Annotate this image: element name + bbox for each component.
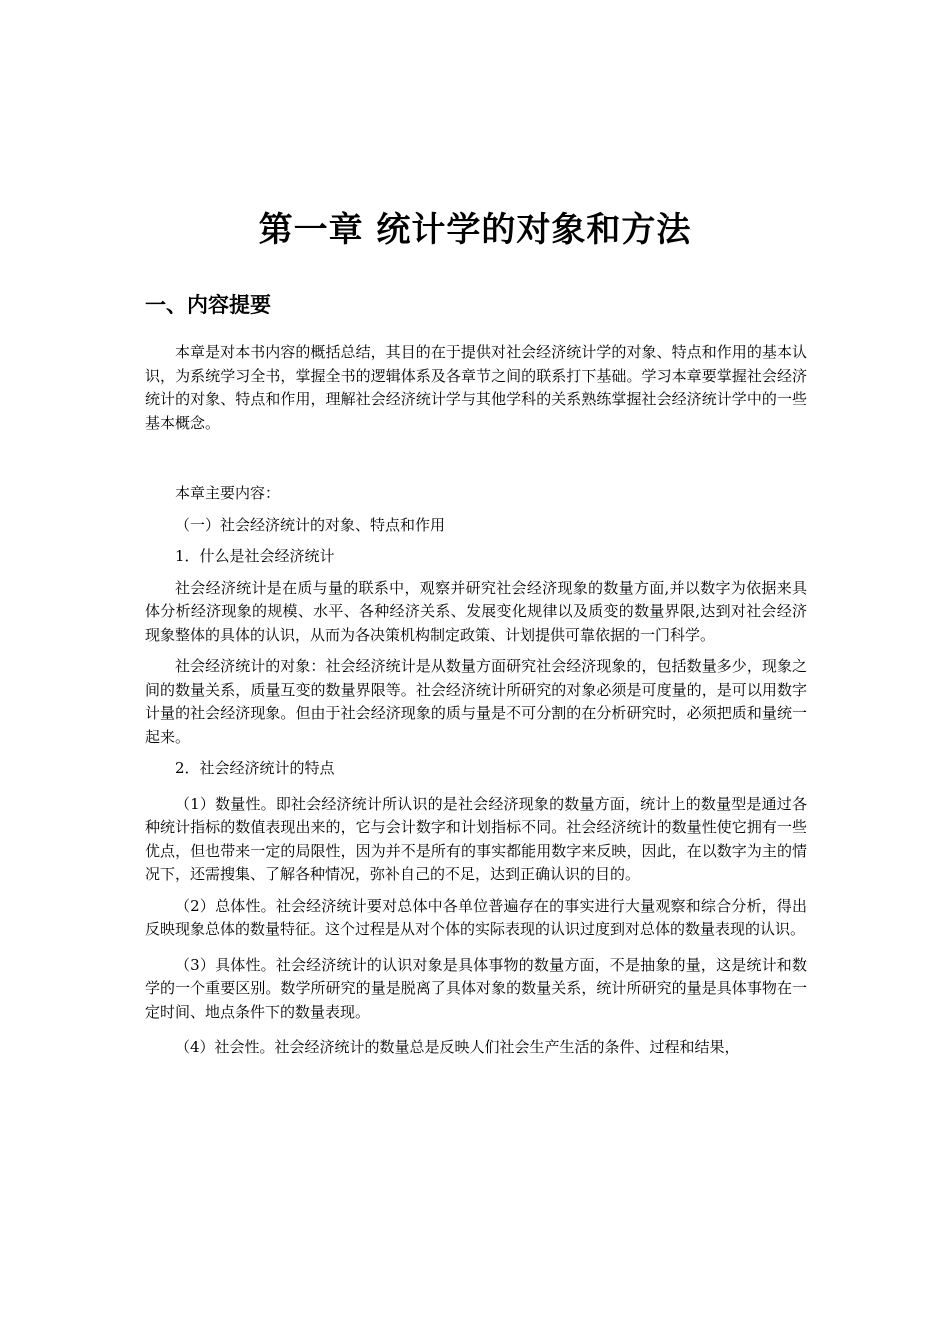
body-text	[145, 341, 807, 1060]
object-paragraph: 社会经济统计的对象：社会经济统计是从数量方面研究社会经济现象的，包括数量多少，现象之间的数量关系，质量互变的数量界限等。社会经济统计所研究的对象必须是可度量的，是可以用数字计量的社会经济现象。但由于社会经济现象的质与量是不可分割的在分析研究时，必须把质和量统一起来。	[145, 657, 807, 746]
feature-paragraph: （3）具体性。社会经济统计的认识对象是具体事物的数量方面，不是抽象的量，这是统计和数学的一个重要区别。数学所研究的量是脱离了具体对象的数量关系，统计所研究的量是具体事物在一定时间、地点条件下的数量表现。	[145, 955, 807, 1021]
feature-paragraph: （2）总体性。社会经济统计要对总体中各单位普遍存在的事实进行大量观察和综合分析，得出反映现象总体的数量特征。这个过程是从对个体的实际表现的认识过度到对总体的数量表现的认识。	[145, 896, 807, 938]
item-heading: 2．社会经济统计的特点	[175, 759, 335, 777]
item-heading: 1．什么是社会经济统计	[175, 547, 335, 565]
subsection-heading: （一）社会经济统计的对象、特点和作用	[175, 515, 446, 534]
intro-paragraph: 本章是对本书内容的概括总结，其目的在于提供对社会经济统计学的对象、特点和作用的基本认识，为系统学习全书，掌握全书的逻辑体系及各章节之间的联系打下基础。学习本章要掌握社会经济统计的对象、特点和作用，理解社会经济统计学与其他学科的关系熟练掌握社会经济统计学中的一些基本概念。	[145, 343, 807, 432]
definition-paragraph: 社会经济统计是在质与量的联系中，观察并研究社会经济现象的数量方面,并以数字为依据来具体分析经济现象的规模、水平、各种经济关系、发展变化规律以及质变的数量界限,达到对社会经济现象整体的具体的认识，从而为各决策机构制定政策、计划提供可靠依据的一门科学。	[145, 578, 807, 644]
section-heading: 一、内容提要	[145, 293, 271, 317]
main-content-label: 本章主要内容：	[175, 484, 281, 502]
chapter-title: 第一章 统计学的对象和方法	[258, 210, 692, 250]
feature-paragraph: （1）数量性。即社会经济统计所认识的是社会经济现象的数量方面，统计上的数量型是通过各种统计指标的数值表现出来的，它与会计数字和计划指标不同。社会经济统计的数量性使它拥有一些优点，但也带来一定的局限性，因为并不是所有的事实都能用数字来反映，因此，在以数字为主的情况下，还需搜集、了解各种情况，弥补自己的不足，达到正确认识的目的。	[145, 794, 807, 883]
feature-paragraph: （4）社会性。社会经济统计的数量总是反映人们社会生产生活的条件、过程和结果，	[175, 1038, 740, 1056]
